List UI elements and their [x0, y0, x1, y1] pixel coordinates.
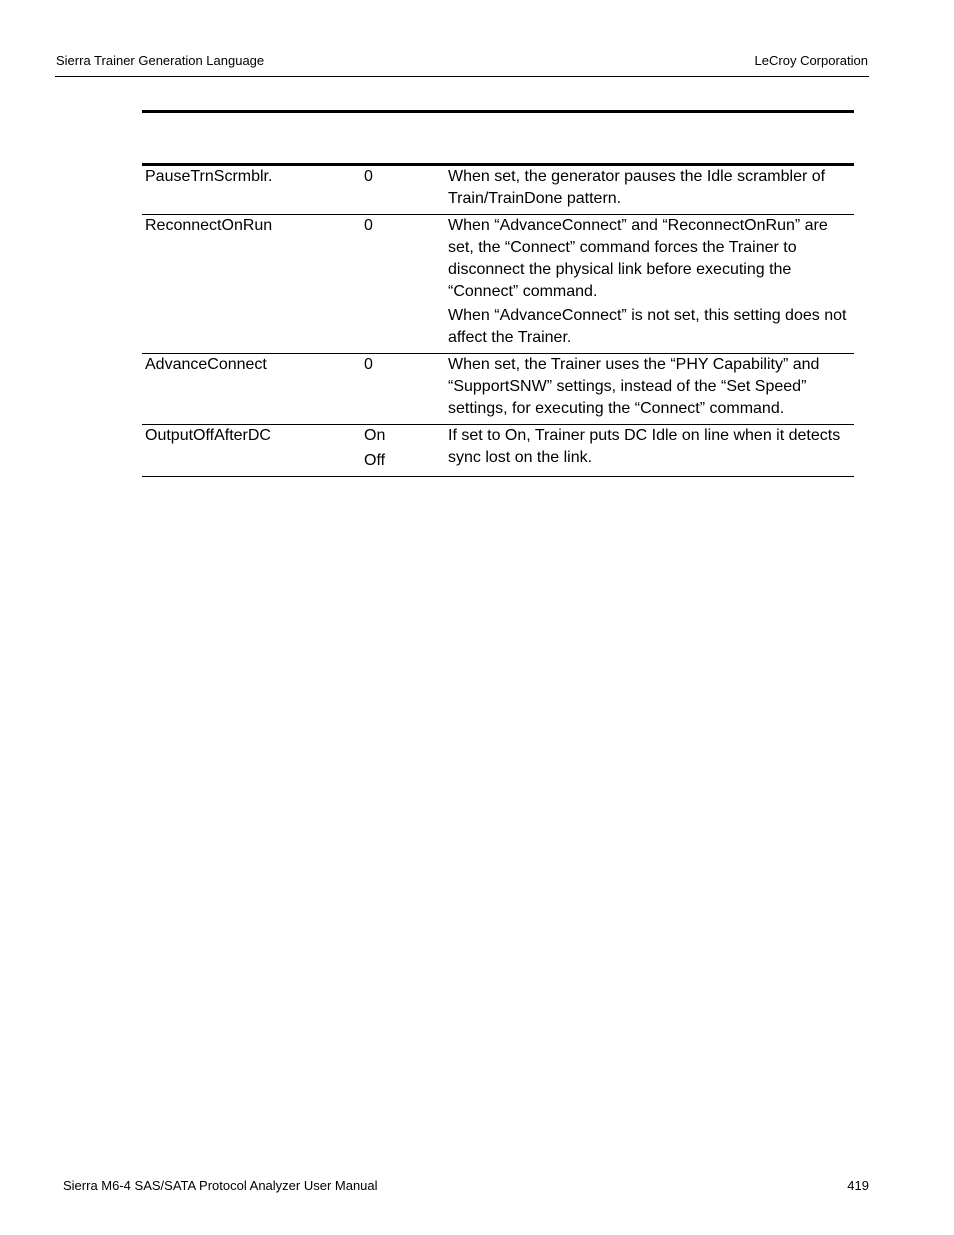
header-rule — [55, 76, 869, 77]
parameter-name-cell — [142, 425, 364, 477]
parameter-value-cell — [364, 165, 448, 215]
parameter-description-cell — [448, 354, 854, 425]
parameter-description-cell — [448, 165, 854, 215]
running-header-title: Sierra Trainer Generation Language — [56, 53, 265, 68]
parameter-table — [142, 163, 854, 477]
parameter-value-cell — [364, 354, 448, 425]
parameter-description-note: When “AdvanceConnect” is not set, this setting does not affect the Trainer. — [448, 307, 847, 346]
parameter-description: When set, the generator pauses the Idle scrambler of Train/TrainDone pattern. — [448, 168, 826, 207]
parameter-description-cell — [448, 215, 854, 354]
parameter-name-cell — [142, 165, 364, 215]
parameter-description: When “AdvanceConnect” and “ReconnectOnRun” are set, the “Connect” command forces the Trainer to disconnect the physical link before executing the “Connect” command. — [448, 217, 828, 300]
parameter-name: OutputOffAfterDC — [145, 427, 271, 444]
parameter-value: 0 — [364, 356, 373, 373]
table-row — [142, 425, 854, 477]
page-number: 419 — [847, 1178, 869, 1193]
table-row — [142, 165, 854, 215]
table-top-rule — [142, 110, 854, 113]
table-row — [142, 354, 854, 425]
parameter-name: ReconnectOnRun — [145, 217, 273, 234]
running-header-company: LeCroy Corporation — [754, 53, 868, 68]
parameter-value-on: On — [364, 427, 386, 444]
footer-manual-title: Sierra M6-4 SAS/SATA Protocol Analyzer User Manual — [63, 1178, 378, 1193]
parameter-value: 0 — [364, 217, 373, 234]
parameter-name-cell — [142, 215, 364, 354]
parameter-value: 0 — [364, 168, 373, 185]
parameter-value-off: Off — [364, 452, 386, 469]
parameter-name-cell — [142, 354, 364, 425]
parameter-value-cell — [364, 215, 448, 354]
parameter-value-cell — [364, 425, 448, 477]
parameter-description: When set, the Trainer uses the “PHY Capability” and “SupportSNW” settings, instead of the “Set Speed” settings, for executing the “Connect” command. — [448, 356, 820, 417]
parameter-description: If set to On, Trainer puts DC Idle on line when it detects sync lost on the link. — [448, 427, 841, 466]
table-row — [142, 215, 854, 354]
parameter-description-cell — [448, 425, 854, 477]
parameter-name: AdvanceConnect — [145, 356, 267, 373]
parameter-name: PauseTrnScrmblr. — [145, 168, 273, 185]
